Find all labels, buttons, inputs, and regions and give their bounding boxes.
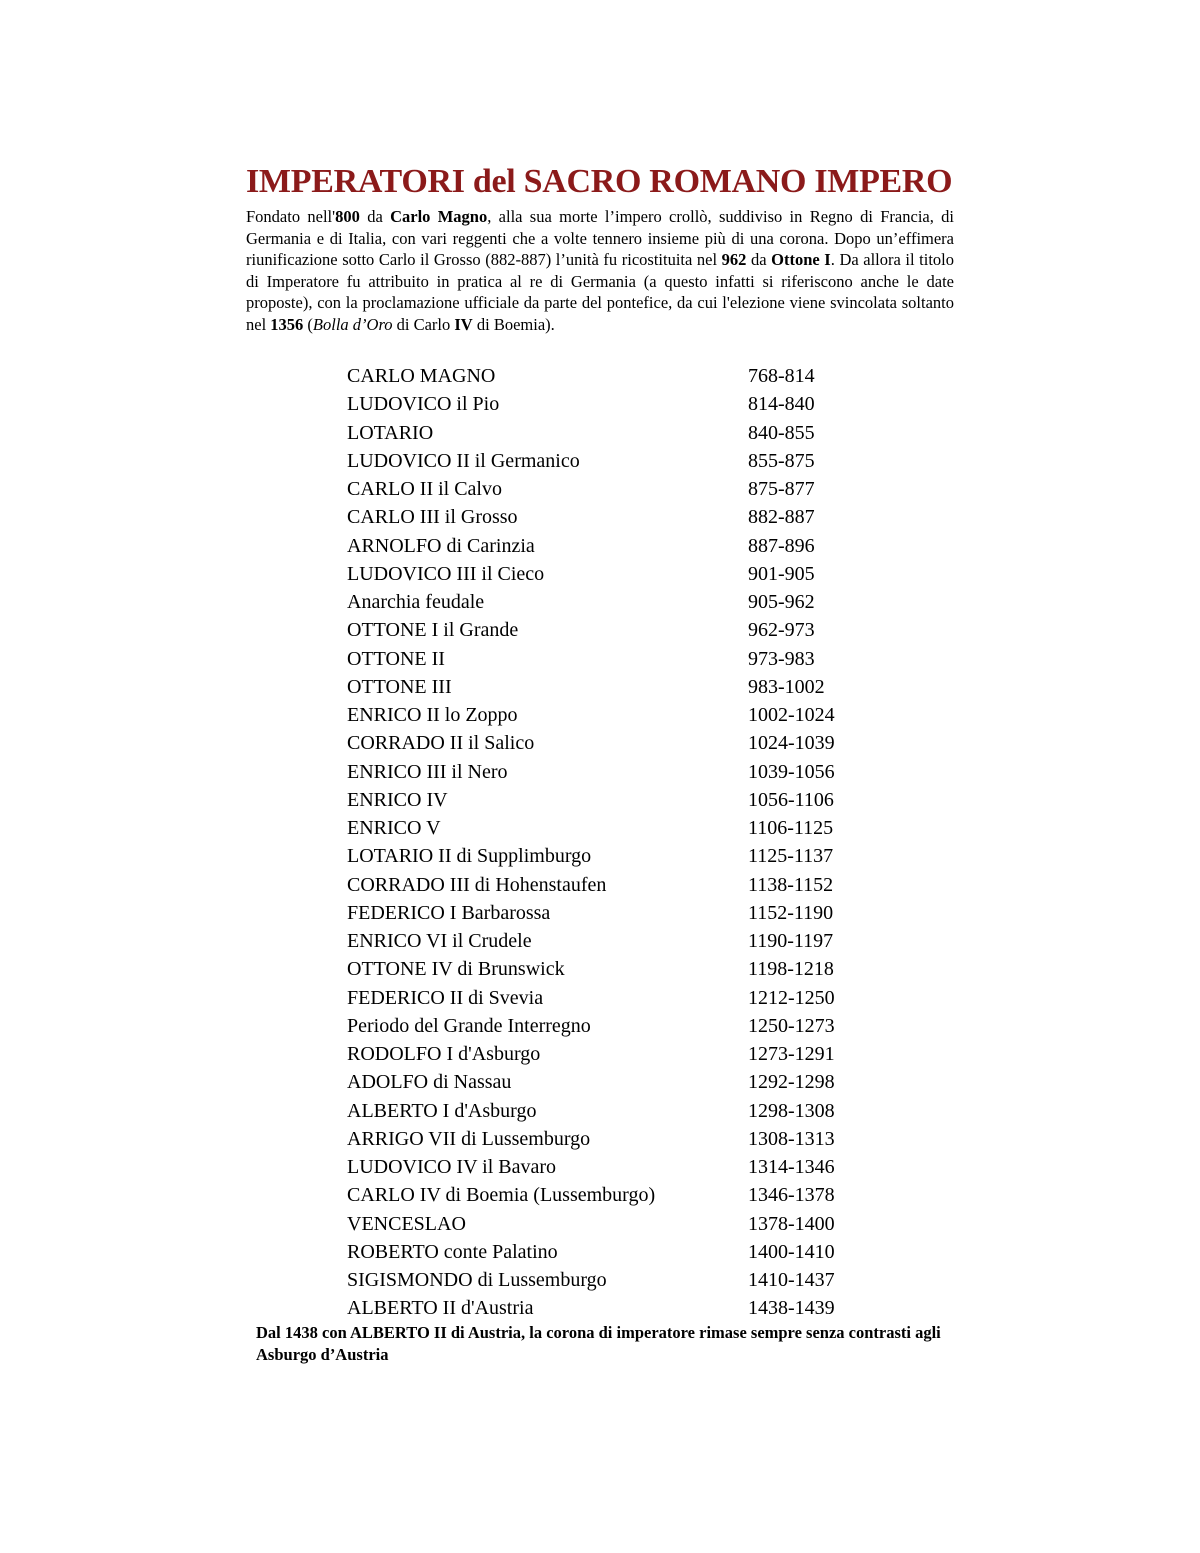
emperor-years: 1438-1439 bbox=[748, 1297, 835, 1320]
intro-bold-name: Carlo Magno bbox=[390, 207, 488, 226]
emperor-name: Periodo del Grande Interregno bbox=[347, 1014, 591, 1037]
emperor-name: RODOLFO I d'Asburgo bbox=[347, 1043, 541, 1065]
intro-paragraph bbox=[246, 206, 954, 335]
emperor-years: 1308-1313 bbox=[748, 1127, 835, 1150]
emperor-name: ENRICO VI il Crudele bbox=[347, 930, 532, 952]
emperor-years: 1198-1218 bbox=[748, 958, 834, 981]
emperor-years: 1125-1137 bbox=[748, 845, 834, 868]
emperor-years: 1024-1039 bbox=[748, 732, 835, 755]
emperor-years: 901-905 bbox=[748, 562, 815, 585]
page-title: IMPERATORI del SACRO ROMANO IMPERO bbox=[246, 163, 953, 200]
emperor-name: ALBERTO I d'Asburgo bbox=[347, 1099, 537, 1122]
emperor-years: 1138-1152 bbox=[748, 873, 834, 896]
emperor-name: ADOLFO di Nassau bbox=[347, 1071, 512, 1094]
emperor-years: 1314-1346 bbox=[748, 1156, 835, 1178]
emperor-name: CORRADO II il Salico bbox=[347, 732, 535, 755]
intro-text: da bbox=[746, 250, 772, 269]
emperor-years: 882-887 bbox=[748, 506, 815, 529]
emperor-years: 1190-1197 bbox=[748, 930, 834, 952]
emperor-years: 1410-1437 bbox=[748, 1269, 835, 1291]
emperor-name: ENRICO II lo Zoppo bbox=[347, 704, 518, 726]
emperor-name: LOTARIO bbox=[347, 421, 434, 444]
emperor-name: LUDOVICO IV il Bavaro bbox=[347, 1156, 557, 1178]
emperor-name: FEDERICO I Barbarossa bbox=[347, 901, 551, 924]
emperor-years: 1039-1056 bbox=[748, 760, 835, 783]
emperor-years: 1378-1400 bbox=[748, 1212, 835, 1235]
emperor-name: LUDOVICO II il Germanico bbox=[347, 449, 580, 472]
emperor-years: 875-877 bbox=[748, 478, 815, 500]
intro-text: di Boemia). bbox=[472, 314, 555, 334]
intro-bold-year: 962 bbox=[721, 250, 747, 269]
emperor-name: ARRIGO VII di Lussemburgo bbox=[347, 1127, 591, 1150]
emperor-years: 1152-1190 bbox=[748, 901, 834, 924]
emperor-years: 905-962 bbox=[748, 591, 815, 613]
emperor-name: CARLO II il Calvo bbox=[347, 478, 502, 500]
emperor-years: 1346-1378 bbox=[748, 1184, 835, 1207]
emperor-years: 1106-1125 bbox=[748, 817, 834, 839]
emperor-name: FEDERICO II di Svevia bbox=[347, 986, 544, 1009]
emperor-name: CARLO III il Grosso bbox=[347, 506, 518, 529]
emperor-name: LOTARIO II di Supplimburgo bbox=[347, 845, 592, 868]
emperor-name: LUDOVICO III il Cieco bbox=[347, 562, 545, 585]
emperor-name: ENRICO IV bbox=[347, 788, 448, 811]
emperor-years: 973-983 bbox=[748, 647, 815, 670]
emperor-name: SIGISMONDO di Lussemburgo bbox=[347, 1269, 607, 1291]
emperor-years: 1212-1250 bbox=[748, 986, 835, 1009]
emperor-name: CARLO MAGNO bbox=[347, 365, 496, 387]
emperor-name: ENRICO V bbox=[347, 817, 441, 839]
intro-bold-name: Ottone I bbox=[771, 250, 831, 269]
emperor-name: CORRADO III di Hohenstaufen bbox=[347, 873, 607, 896]
emperor-years: 962-973 bbox=[748, 619, 815, 642]
emperor-years: 887-896 bbox=[748, 534, 815, 557]
emperor-name: Anarchia feudale bbox=[347, 591, 485, 613]
intro-italic-title: Bolla d’Oro bbox=[312, 314, 393, 334]
intro-text: . Da allora il titolo di Imperatore fu attribuito in pratica al re di Germania (a questo infatti si riferiscono anche le date proposte), con la proclamazione ufficiale da parte del pontefice, da cui l'elezione viene svincolata soltanto nel bbox=[246, 250, 954, 334]
emperor-name: OTTONE I il Grande bbox=[347, 619, 519, 642]
emperor-years: 1400-1410 bbox=[748, 1240, 835, 1263]
intro-bold-year: 800 bbox=[335, 207, 360, 226]
emperor-years: 1292-1298 bbox=[748, 1071, 835, 1094]
footnote: Dal 1438 con ALBERTO II di Austria, la corona di imperatore rimase sempre senza contrasti agli Asburgo d’Austria bbox=[256, 1323, 941, 1364]
intro-text: , alla sua morte l’impero crollò, suddiviso in Regno di Francia, di Germania e di Italia, con vari reggenti che a volte tennero insieme più di una corona. Dopo un’effimera riunificazione sotto Carlo il Grosso (882-887) l’unità fu ricostituita nel bbox=[246, 207, 954, 269]
emperor-name: OTTONE IV di Brunswick bbox=[347, 958, 565, 981]
emperor-name: ARNOLFO di Carinzia bbox=[347, 534, 535, 557]
intro-bold-year: 1356 bbox=[270, 314, 304, 334]
intro-text: Fondato nell' bbox=[246, 207, 336, 226]
emperor-name: ROBERTO conte Palatino bbox=[347, 1240, 558, 1263]
emperor-years: 1002-1024 bbox=[748, 704, 835, 726]
emperor-name: LUDOVICO il Pio bbox=[347, 393, 500, 416]
emperor-name: VENCESLAO bbox=[347, 1212, 466, 1235]
emperor-name: ENRICO III il Nero bbox=[347, 760, 508, 783]
emperor-years: 1056-1106 bbox=[748, 788, 834, 811]
emperor-years: 1250-1273 bbox=[748, 1014, 835, 1037]
intro-text: ( bbox=[303, 314, 313, 334]
emperor-years: 855-875 bbox=[748, 449, 815, 472]
emperor-years: 814-840 bbox=[748, 393, 815, 416]
emperor-years: 1298-1308 bbox=[748, 1099, 835, 1122]
emperor-name: OTTONE II bbox=[347, 647, 445, 670]
emperor-years: 1273-1291 bbox=[748, 1043, 835, 1065]
intro-text: di Carlo bbox=[392, 314, 455, 334]
emperor-years: 983-1002 bbox=[748, 675, 825, 698]
emperor-name: ALBERTO II d'Austria bbox=[347, 1297, 534, 1320]
emperor-years: 768-814 bbox=[748, 365, 815, 387]
emperor-name: OTTONE III bbox=[347, 675, 452, 698]
emperor-name: CARLO IV di Boemia (Lussemburgo) bbox=[347, 1184, 656, 1207]
intro-bold-numeral: IV bbox=[454, 314, 473, 334]
emperor-years: 840-855 bbox=[748, 421, 815, 444]
intro-text: da bbox=[359, 207, 391, 226]
